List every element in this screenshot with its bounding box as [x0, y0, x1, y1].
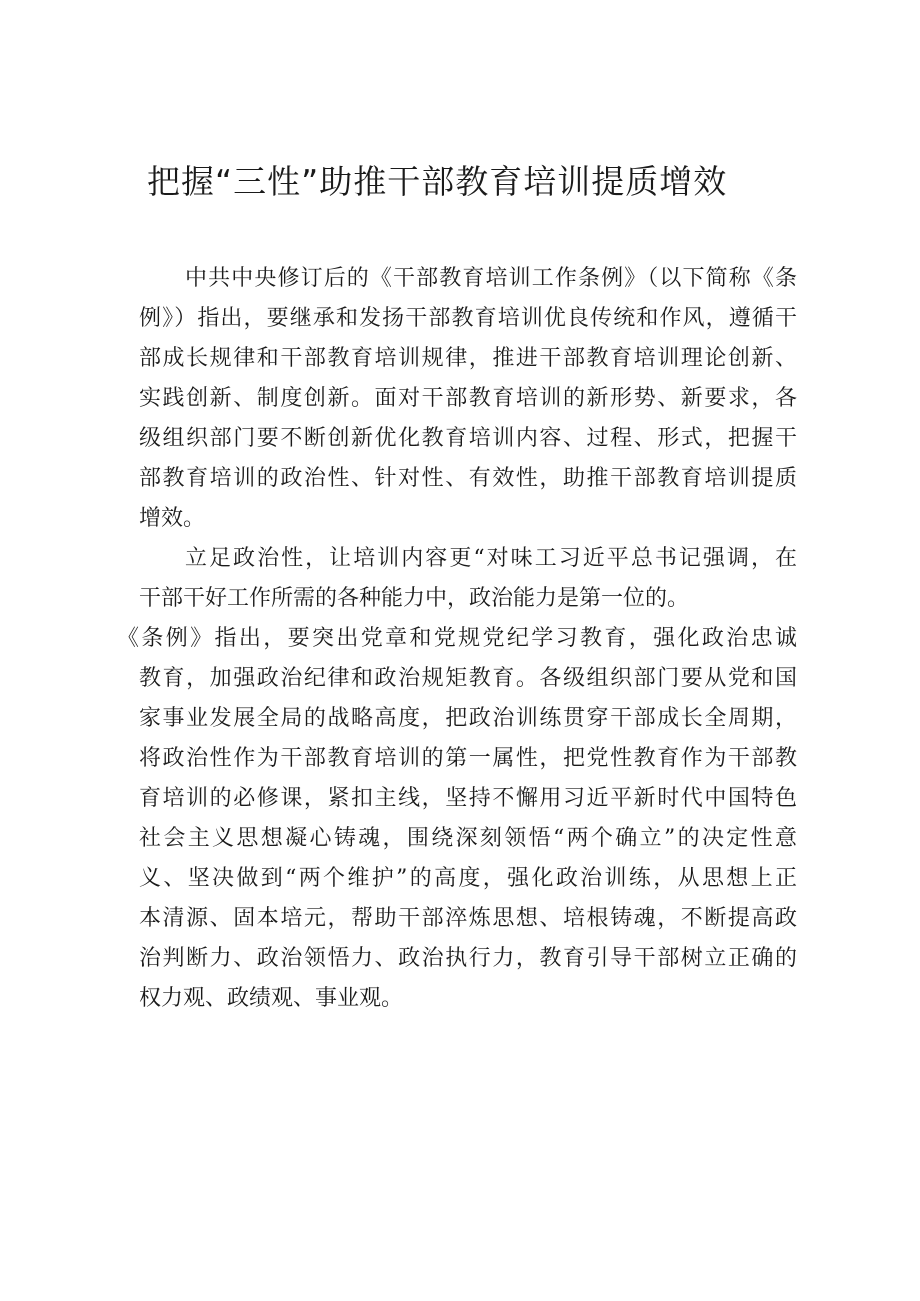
text-line: 增效。 — [139, 506, 206, 531]
document-title: 把握“三性”助推干部教育培训提质增效 — [147, 162, 728, 201]
text-line: 《条例》指出，要突出党章和党规党纪学习教育，强化政治忠诚 — [117, 626, 797, 651]
text-line: 本清源、固本培元，帮助干部淬炼思想、培根铸魂，不断提高政 — [139, 906, 797, 931]
text-line: 权力观、政绩观、事业观。 — [139, 986, 404, 1011]
text-line: 义、坚决做到“两个维护”的高度，强化政治训练，从思想上正 — [139, 866, 797, 891]
text-line: 立足政治性，让培训内容更“对味工习近平总书记强调，在 — [185, 546, 797, 571]
text-line: 中共中央修订后的《干部教育培训工作条例》（以下简称《条 — [185, 266, 797, 291]
text-line: 例》）指出，要继承和发扬干部教育培训优良传统和作风，遵循干 — [139, 306, 797, 331]
text-line: 级组织部门要不断创新优化教育培训内容、过程、形式，把握干 — [139, 426, 797, 451]
document-body — [117, 259, 797, 1019]
text-line: 干部干好工作所需的各种能力中，政治能力是第一位的。 — [139, 586, 690, 611]
text-line: 家事业发展全局的战略高度，把政治训练贯穿干部成长全周期， — [139, 706, 797, 731]
text-line: 育培训的必修课，紧扣主线，坚持不懈用习近平新时代中国特色 — [139, 786, 797, 811]
text-line: 社会主义思想凝心铸魂，围绕深刻领悟“两个确立”的决定性意 — [139, 826, 797, 851]
text-line: 教育，加强政治纪律和政治规矩教育。各级组织部门要从党和国 — [139, 666, 797, 691]
text-line: 将政治性作为干部教育培训的第一属性，把党性教育作为干部教 — [139, 746, 797, 771]
text-line: 部成长规律和干部教育培训规律，推进干部教育培训理论创新、 — [139, 346, 797, 371]
text-line: 部教育培训的政治性、针对性、有效性，助推干部教育培训提质 — [139, 466, 797, 491]
text-line: 实践创新、制度创新。面对干部教育培训的新形势、新要求，各 — [139, 386, 797, 411]
text-line: 治判断力、政治领悟力、政治执行力，教育引导干部树立正确的 — [139, 946, 797, 971]
